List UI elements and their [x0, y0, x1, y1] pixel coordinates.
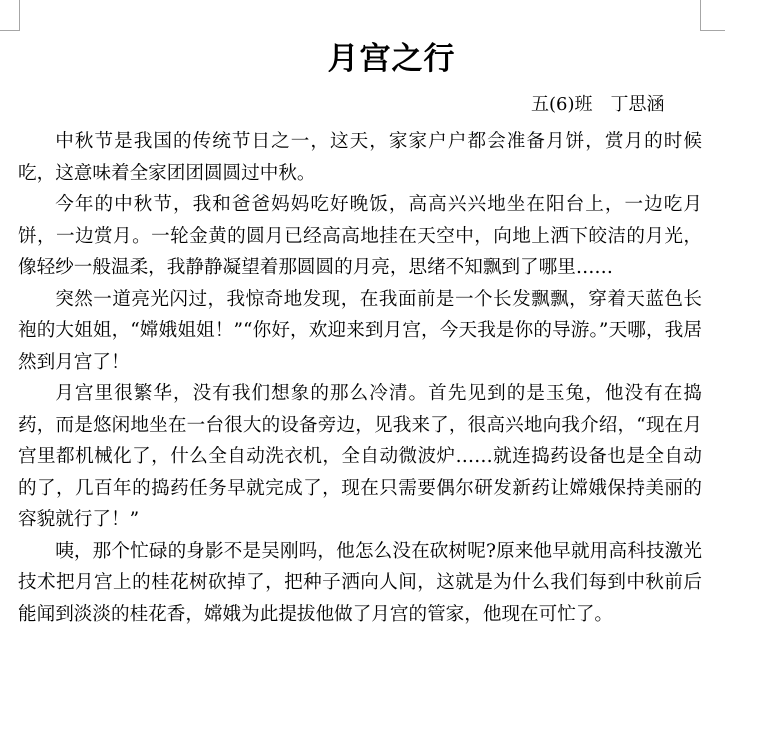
document-title[interactable]: 月宫之行: [327, 41, 456, 77]
paragraph[interactable]: 中秋节是我国的传统节日之一，这天，家家户户都会准备月饼，赏月的时候吃，这意味着全家团团圆圆过中秋。: [18, 131, 702, 184]
document-body[interactable]: [18, 126, 702, 630]
paragraph[interactable]: 月宫里很繁华，没有我们想象的那么冷清。首先见到的是玉兔，他没有在捣药，而是悠闲地坐在一台很大的设备旁边，见我来了，很高兴地向我介绍，“现在月宫里都机械化了，什么全自动洗衣机，全自动微波炉……就连捣药设备也是全自动的了，几百年的捣药任务早就完成了，现在只需要偶尔研发新药让嫦娥保持美丽的容貌就行了！”: [18, 383, 702, 530]
paragraph[interactable]: 突然一道亮光闪过，我惊奇地发现，在我面前是一个长发飘飘，穿着天蓝色长袍的大姐姐，“嫦娥姐姐！”“你好，欢迎来到月宫，今天我是你的导游。”天哪，我居然到月宫了！: [18, 288, 702, 373]
page-corner-mark-top-right: [700, 0, 725, 31]
paragraph[interactable]: 咦，那个忙碌的身影不是吴刚吗，他怎么没在砍树呢?原来他早就用高科技激光技术把月宫上的桂花树砍掉了，把种子洒向人间，这就是为什么我们每到中秋前后能闻到淡淡的桂花香，嫦娥为此提拔他做了月宫的管家，他现在可忙了。: [18, 540, 702, 625]
author-line[interactable]: 五(6)班 丁思涵: [531, 94, 665, 115]
page-corner-mark-top-left: [0, 0, 20, 31]
paragraph[interactable]: 今年的中秋节，我和爸爸妈妈吃好晚饭，高高兴兴地坐在阳台上，一边吃月饼，一边赏月。一轮金黄的圆月已经高高地挂在天空中，向地上洒下皎洁的月光，像轻纱一般温柔，我静静凝望着那圆圆的月亮，思绪不知飘到了哪里……: [18, 194, 702, 278]
